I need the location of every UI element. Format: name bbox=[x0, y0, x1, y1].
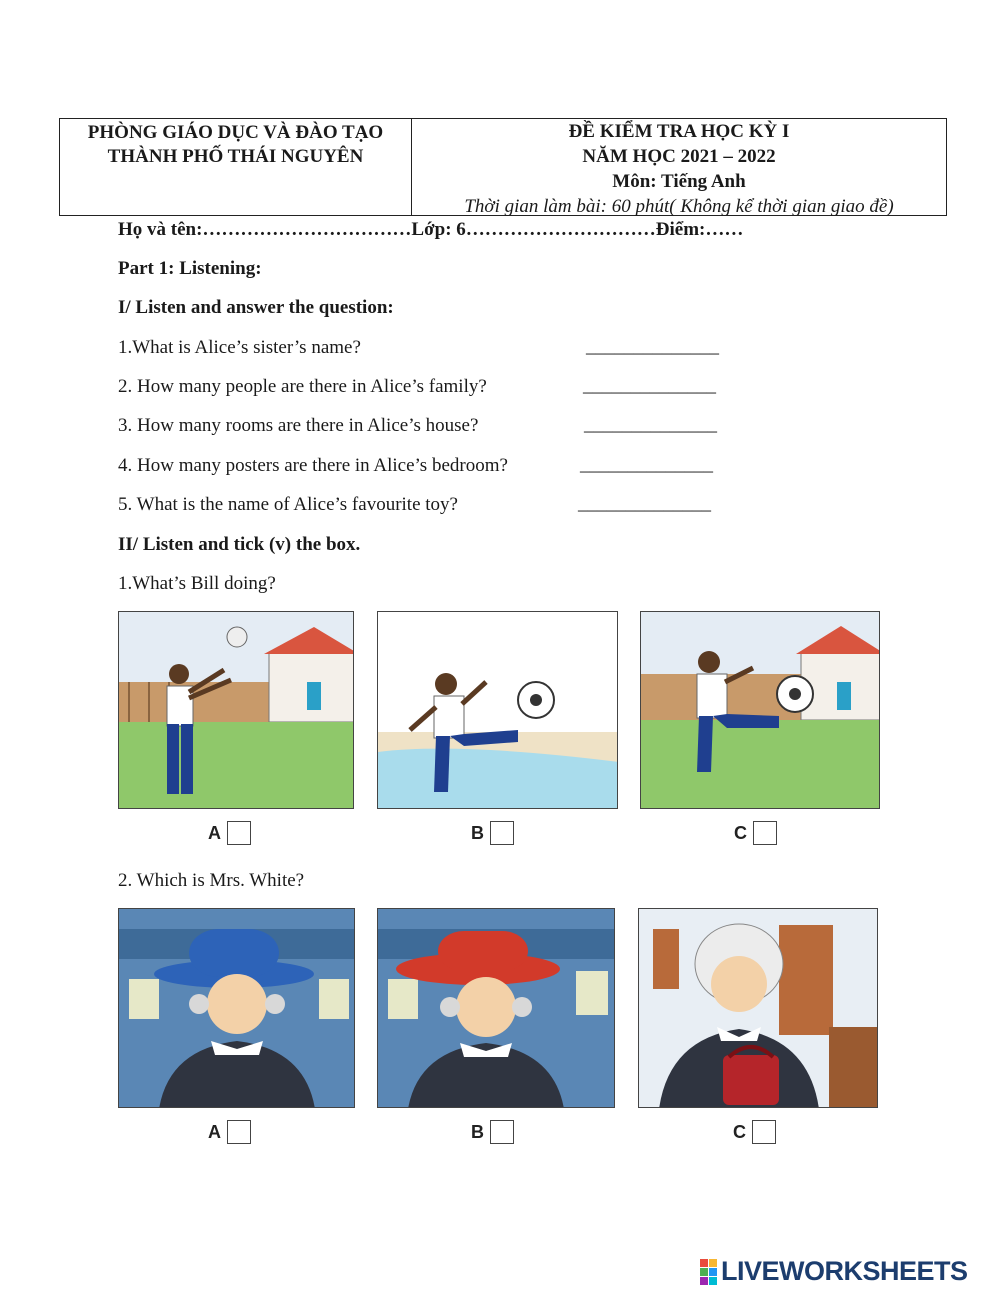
exam-title: ĐỀ KIỂM TRA HỌC KỲ I bbox=[568, 121, 790, 142]
tick-box[interactable] bbox=[753, 821, 777, 845]
option-1-a[interactable] bbox=[208, 821, 251, 845]
picture-mrs-white-c bbox=[638, 908, 878, 1108]
time-note: Thời gian làm bài: 60 phút( Không kể thời gian giao đề) bbox=[464, 196, 894, 217]
picture-mrs-white-a bbox=[118, 908, 355, 1108]
tick-box[interactable] bbox=[490, 1120, 514, 1144]
header-left-cell bbox=[60, 119, 412, 215]
option-label: B bbox=[471, 1121, 484, 1142]
option-label: A bbox=[208, 822, 221, 843]
tick-question-1: 1.What’s Bill doing? bbox=[118, 573, 276, 594]
picture-bill-c bbox=[640, 611, 880, 809]
section2-title: II/ Listen and tick (v) the box. bbox=[118, 534, 361, 555]
question-3: 3. How many rooms are there in Alice’s house? bbox=[118, 415, 479, 436]
answer-blank-4[interactable]: ______________ bbox=[580, 454, 713, 475]
logo-text: LIVEWORKSHEETS bbox=[721, 1256, 968, 1286]
header-right-cell bbox=[412, 119, 946, 215]
answer-blank-5[interactable]: ______________ bbox=[578, 493, 711, 514]
city-name: THÀNH PHỐ THÁI NGUYÊN bbox=[107, 146, 364, 167]
picture-bill-b bbox=[377, 611, 618, 809]
subject: Môn: Tiếng Anh bbox=[612, 171, 746, 192]
option-2-c[interactable] bbox=[733, 1120, 776, 1144]
option-2-a[interactable] bbox=[208, 1120, 251, 1144]
logo-mark-icon bbox=[700, 1259, 717, 1285]
part1-title: Part 1: Listening: bbox=[118, 258, 262, 279]
tick-box[interactable] bbox=[490, 821, 514, 845]
question-4: 4. How many posters are there in Alice’s bedroom? bbox=[118, 455, 508, 476]
answer-blank-2[interactable]: ______________ bbox=[583, 375, 716, 396]
option-label: A bbox=[208, 1121, 221, 1142]
tick-box[interactable] bbox=[752, 1120, 776, 1144]
option-2-b[interactable] bbox=[471, 1120, 514, 1144]
tick-question-2: 2. Which is Mrs. White? bbox=[118, 870, 305, 891]
question-1: 1.What is Alice’s sister’s name? bbox=[118, 337, 361, 358]
answer-blank-3[interactable]: ______________ bbox=[584, 414, 717, 435]
option-label: C bbox=[734, 822, 747, 843]
picture-bill-a bbox=[118, 611, 354, 809]
header-table bbox=[59, 118, 947, 216]
section1-title: I/ Listen and answer the question: bbox=[118, 297, 394, 318]
option-1-c[interactable] bbox=[734, 821, 777, 845]
tick-box[interactable] bbox=[227, 821, 251, 845]
student-info-line[interactable]: Họ và tên:……………………………Lớp: 6…………………………Điểm:…… bbox=[118, 219, 744, 240]
question-5: 5. What is the name of Alice’s favourite toy? bbox=[118, 494, 458, 515]
option-label: B bbox=[471, 822, 484, 843]
option-label: C bbox=[733, 1121, 746, 1142]
answer-blank-1[interactable]: ______________ bbox=[586, 336, 719, 357]
tick-box[interactable] bbox=[227, 1120, 251, 1144]
department-name: PHÒNG GIÁO DỤC VÀ ĐÀO TẠO bbox=[87, 122, 384, 143]
picture-mrs-white-b bbox=[377, 908, 615, 1108]
liveworksheets-logo bbox=[700, 1256, 968, 1287]
option-1-b[interactable] bbox=[471, 821, 514, 845]
school-year: NĂM HỌC 2021 – 2022 bbox=[582, 146, 776, 167]
question-2: 2. How many people are there in Alice’s family? bbox=[118, 376, 487, 397]
